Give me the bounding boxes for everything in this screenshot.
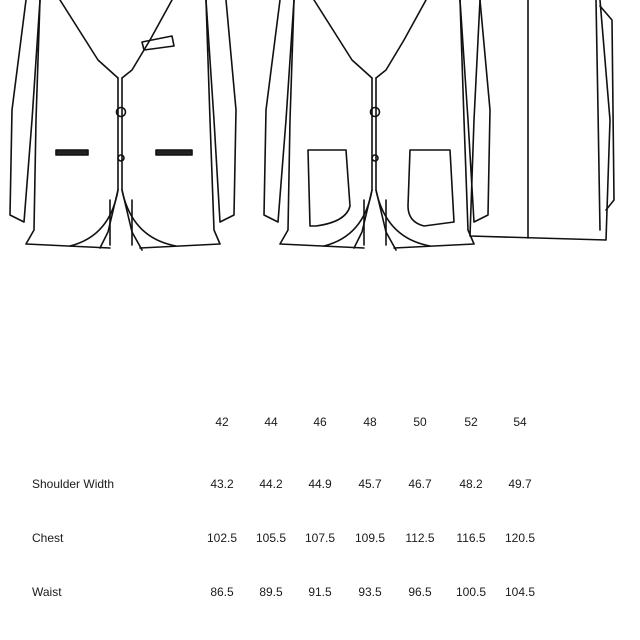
- table-cell: 96.5: [408, 585, 432, 599]
- table-cell: 44.9: [308, 477, 332, 491]
- jacket-back-view: [470, 0, 614, 240]
- jacket-front-patch-pockets: [264, 0, 490, 250]
- row-label-waist: Waist: [32, 585, 62, 599]
- table-cell: 93.5: [358, 585, 382, 599]
- table-cell: 104.5: [504, 585, 536, 599]
- table-cell: 109.5: [354, 531, 386, 545]
- table-cell: 100.5: [455, 585, 487, 599]
- table-cell: 102.5: [206, 531, 238, 545]
- size-header-52: 52: [464, 415, 478, 429]
- size-header-54: 54: [513, 415, 527, 429]
- table-cell: 120.5: [504, 531, 536, 545]
- row-label-shoulder-width: Shoulder Width: [32, 477, 115, 491]
- table-cell: 48.2: [459, 477, 483, 491]
- table-cell: 45.7: [358, 477, 382, 491]
- table-cell: 107.5: [304, 531, 336, 545]
- table-cell: 89.5: [259, 585, 283, 599]
- jacket-front-flap-pockets: [10, 0, 236, 250]
- table-cell: 43.2: [210, 477, 234, 491]
- table-cell: 116.5: [456, 531, 486, 545]
- row-label-chest: Chest: [32, 531, 64, 545]
- table-cell: 46.7: [408, 477, 432, 491]
- table-cell: 112.5: [405, 531, 435, 545]
- table-cell: 105.5: [255, 531, 287, 545]
- size-header-44: 44: [264, 415, 278, 429]
- table-cell: 49.7: [508, 477, 532, 491]
- table-cell: 91.5: [308, 585, 332, 599]
- size-header-50: 50: [413, 415, 427, 429]
- size-chart: [0, 400, 640, 640]
- jacket-sketches: [0, 0, 640, 270]
- table-cell: 44.2: [259, 477, 283, 491]
- size-header-46: 46: [313, 415, 327, 429]
- size-header-42: 42: [215, 415, 229, 429]
- size-header-48: 48: [363, 415, 377, 429]
- table-cell: 86.5: [210, 585, 234, 599]
